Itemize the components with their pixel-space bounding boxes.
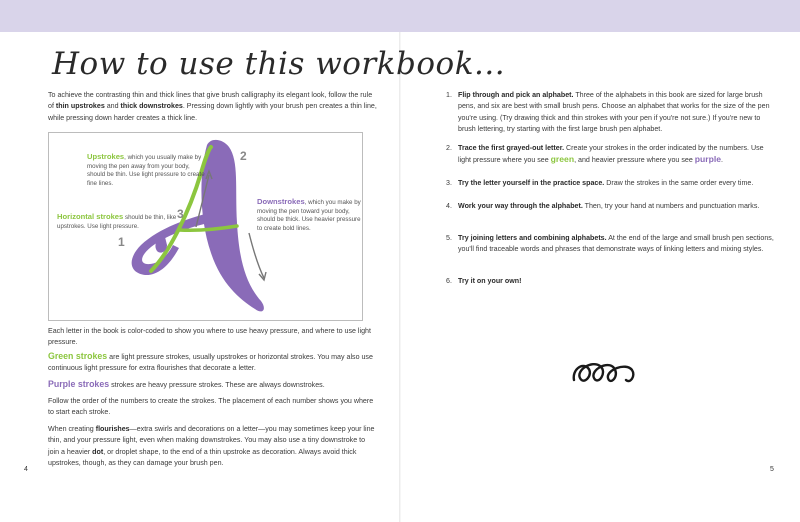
horizontal-strokes-caption: Horizontal strokes should be thin, like upstrokes. Use light pressure.	[57, 212, 177, 230]
page-title: How to use this workbook...	[52, 46, 506, 82]
flourishes-paragraph: When creating flourishes—extra swirls and decorations on a letter—you may sometimes keep your line thin, and your pressure light, even when making downstrokes. You may also use a tiny downstroke to join a heavier dot, or droplet shape, to the end of a thin upstroke as decoration. Always avoid thick upstrokes, though, as they can damage your brush pen.	[48, 425, 375, 468]
purple-strokes-paragraph: Purple strokes strokes are heavy pressure strokes. These are always downstrokes.	[48, 379, 325, 389]
book-spine	[399, 32, 401, 522]
order-paragraph: Follow the order of the numbers to create the strokes. The placement of each number shows you where to start each stroke.	[48, 397, 374, 417]
stroke-diagram	[48, 132, 363, 321]
header-band	[0, 0, 800, 32]
right-page: 1. Flip through and pick an alphabet. Three of the alphabets in this book are sized for large brush pens, and six are best with small brush pens. Choose an alphabet that works for the size of the pen you're using. (Try drawing thick and thin strokes with your pen if you're not sure.) If you're new to brush lettering, try starting with the first large brush pen alphabet. 2. Trace the first grayed-out letter. Create your strokes in the order indicated by the numbers. Use light pressure where you see green, and heavier pressure where you see purple. 3. Try the letter yourself in the practice space. Draw the strokes in the same order every time. 4. Work your way through the alphabet. Then, try your hand at numbers and punctuation marks. 5. Try joining letters and combining alphabets. At the end of the large and small brush pen sections, you'll find traceable words and phrases that demonstrate ways of linking letters and mixing styles. 6. Try it on your own!	[446, 32, 776, 522]
page-number-left: 4	[24, 466, 28, 473]
upstrokes-caption: Upstrokes, which you usually make by moving the pen away from your body, should be thin. Use light pressure to create fine lines.	[87, 152, 205, 187]
downstroke-arrow	[249, 233, 264, 278]
stroke-number-3: 3	[177, 207, 184, 221]
green-strokes-paragraph: Green strokes are light pressure strokes, usually upstrokes or horizontal strokes. You may also use continuous light pressure for extra flourishes that decorate a letter.	[48, 351, 373, 373]
downstrokes-caption: Downstrokes, which you make by moving the pen toward your body, should be thick. Use heavier pressure to create bold lines.	[257, 197, 361, 232]
left-page	[48, 32, 506, 522]
stroke-number-2: 2	[240, 149, 247, 163]
color-coded-paragraph: Each letter in the book is color-coded to show you where to use heavy pressure, and where to use light pressure.	[48, 327, 371, 347]
page-number-right: 5	[770, 466, 774, 473]
intro-paragraph: To achieve the contrasting thin and thick lines that give brush calligraphy its elegant look, follow the rule of thin upstrokes and thick downstrokes. Pressing down lightly with your brush pen creates a thin line, while pressing down harder creates a thick line.	[48, 91, 377, 122]
flourish-ornament-icon	[570, 356, 640, 392]
stroke-number-1: 1	[118, 235, 125, 249]
